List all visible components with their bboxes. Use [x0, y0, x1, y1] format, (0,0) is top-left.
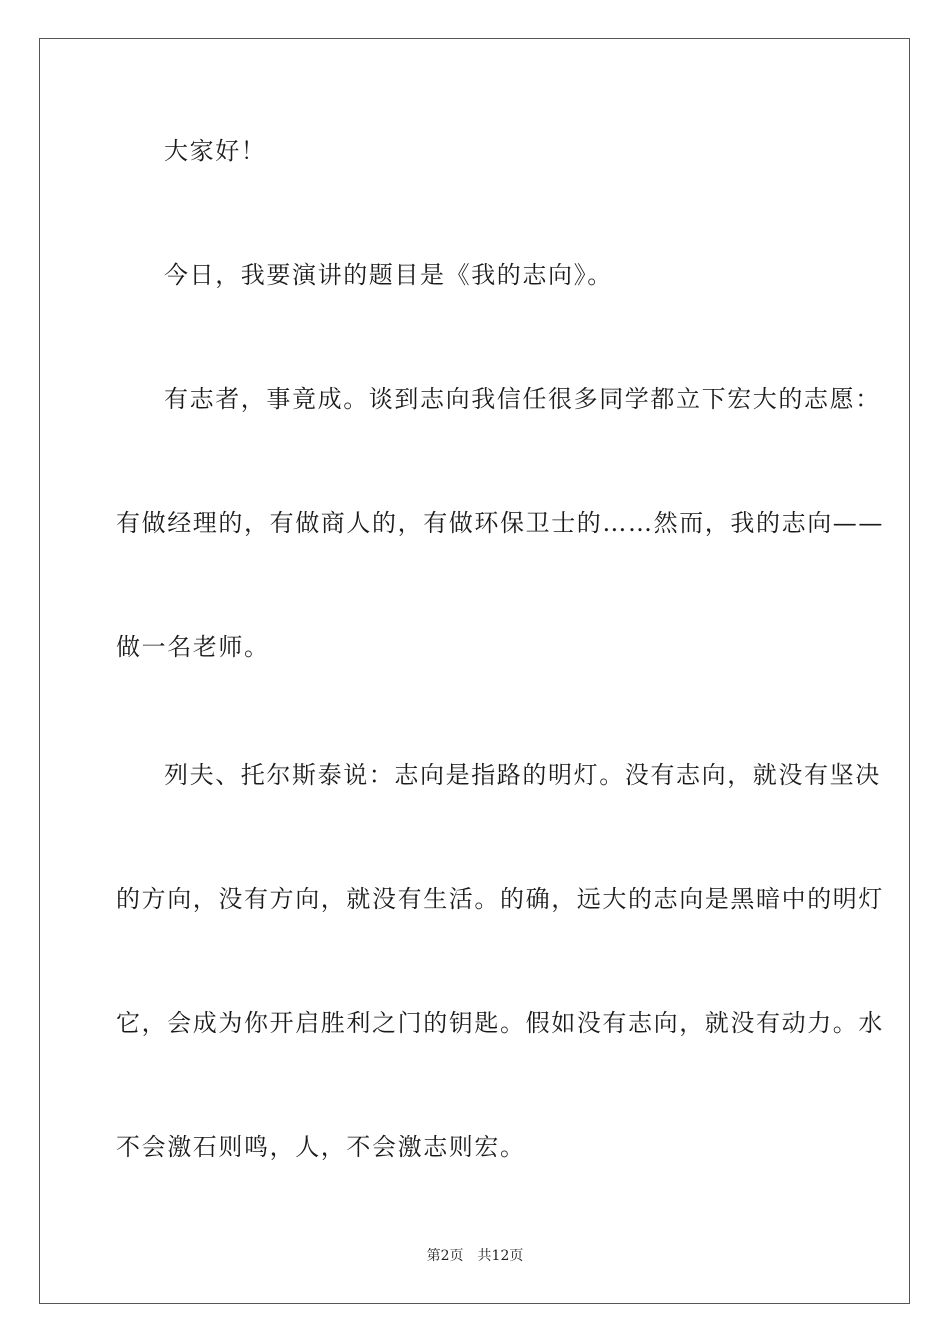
text-line-topic: 今日，我要演讲的题目是《我的志向》。 — [164, 261, 613, 289]
text-line-paragraph-3-end: 不会激石则鸣，人，不会激志则宏。 — [116, 1133, 526, 1161]
text-line-paragraph-2-end: 做一名老师。 — [116, 633, 270, 661]
text-line-paragraph-3-start: 列夫、托尔斯泰说：志向是指路的明灯。没有志向，就没有坚决 — [164, 761, 881, 789]
text-line-paragraph-2-cont: 有做经理的，有做商人的，有做环保卫士的……然而，我的志向—— — [116, 509, 884, 537]
page-border — [39, 38, 910, 1304]
page-footer — [0, 1246, 950, 1266]
page-number-current: 第2页 — [426, 1248, 464, 1264]
text-line-paragraph-3-cont-2: 它，会成为你开启胜利之门的钥匙。假如没有志向，就没有动力。水 — [116, 1009, 884, 1037]
page-number-total: 共12页 — [477, 1248, 524, 1264]
text-line-paragraph-3-cont-1: 的方向，没有方向，就没有生活。的确，远大的志向是黑暗中的明灯 — [116, 885, 884, 913]
text-line-greeting: 大家好！ — [164, 137, 267, 165]
text-line-paragraph-2-start: 有志者，事竟成。谈到志向我信任很多同学都立下宏大的志愿： — [164, 385, 881, 413]
